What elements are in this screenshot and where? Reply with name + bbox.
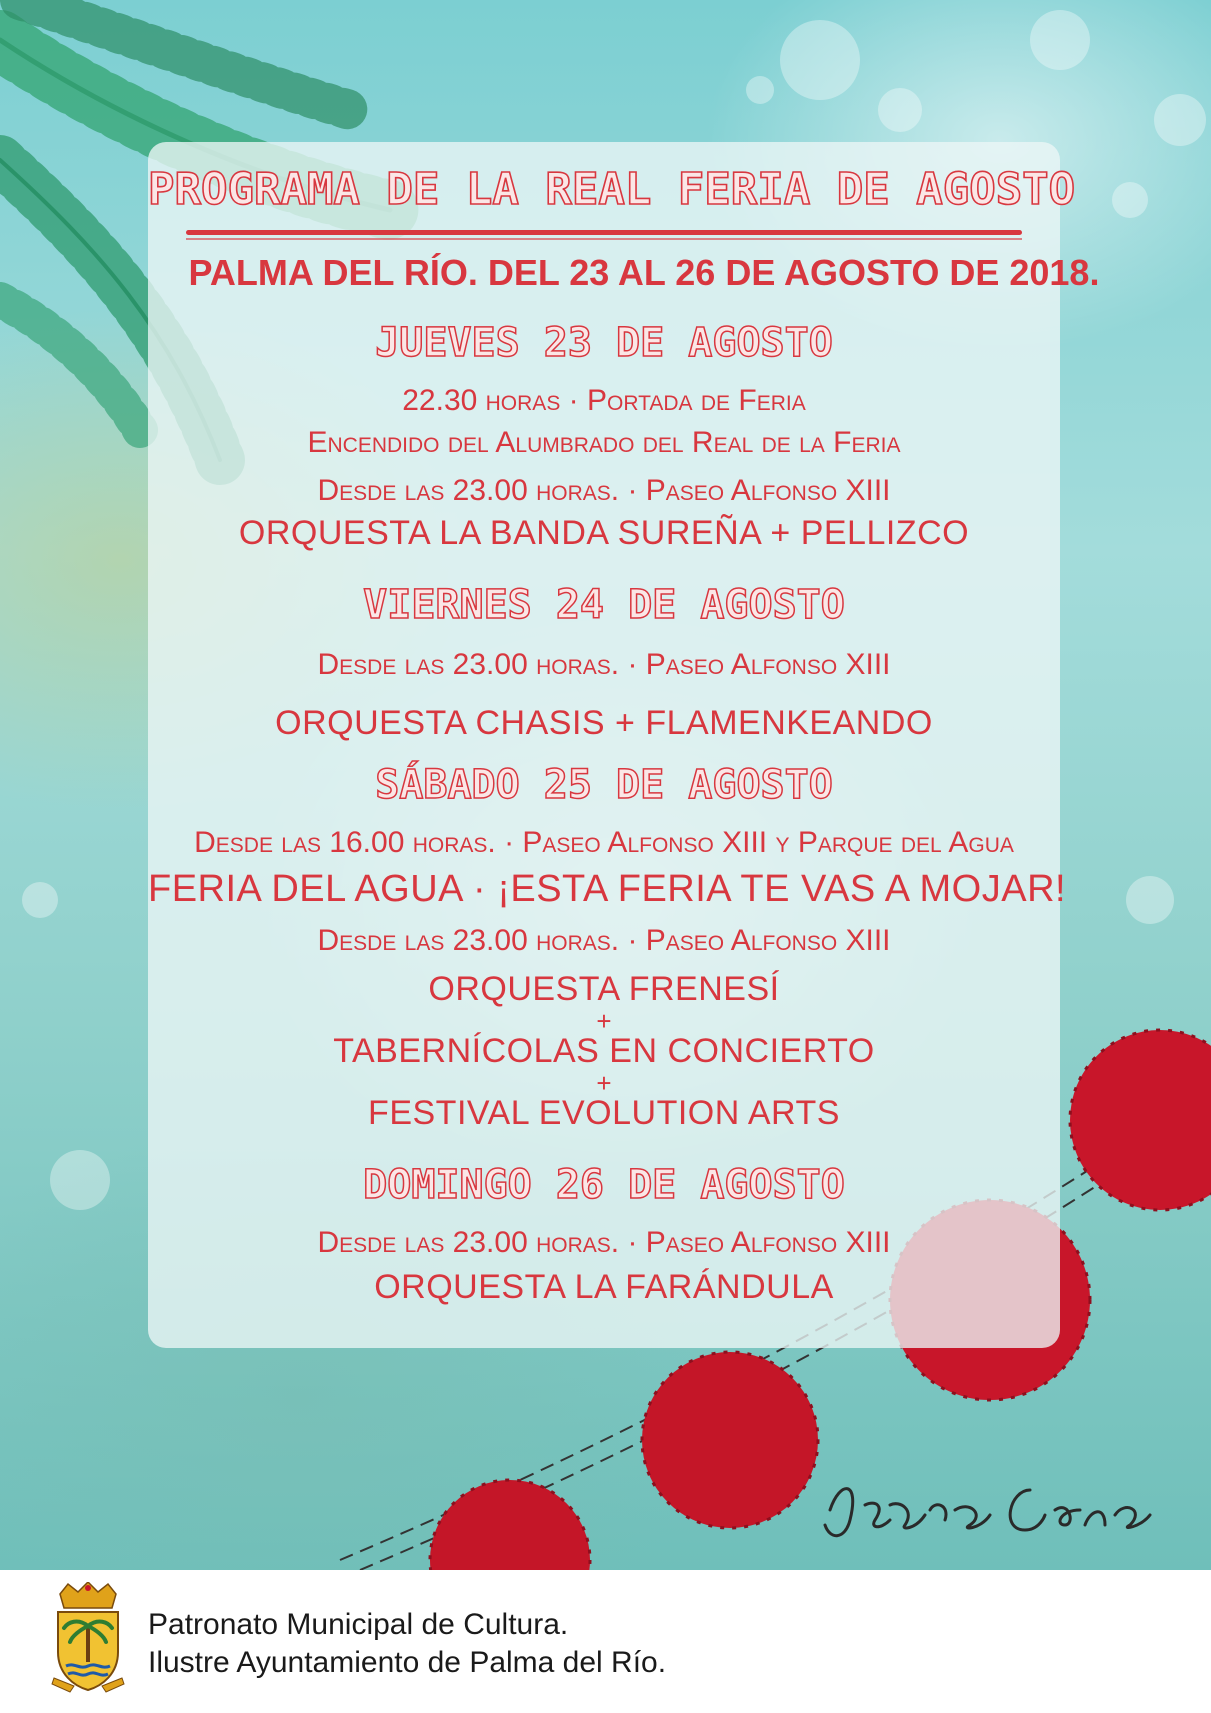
event-detail: Desde las 23.00 horas. · Paseo Alfonso XIII (317, 648, 891, 681)
event-act: FESTIVAL EVOLUTION ARTS (368, 1094, 840, 1132)
day-heading-domingo: DOMINGO 26 DE AGOSTO (363, 1162, 845, 1208)
event-act: ORQUESTA FRENESÍ (428, 970, 780, 1008)
plus-sign: + (596, 1068, 612, 1098)
footer (0, 1570, 1211, 1713)
event-act: ORQUESTA CHASIS + FLAMENKEANDO (275, 704, 933, 742)
day-heading-jueves: JUEVES 23 DE AGOSTO (375, 320, 833, 366)
plus-sign: + (596, 1006, 612, 1036)
footer-city-council: Ilustre Ayuntamiento de Palma del Río. (148, 1646, 667, 1679)
event-detail: Desde las 23.00 horas. · Paseo Alfonso XIII (317, 1226, 891, 1259)
footer-organization: Patronato Municipal de Cultura. (148, 1608, 569, 1641)
event-act: ORQUESTA LA BANDA SUREÑA + PELLIZCO (238, 514, 970, 552)
poster-title: PROGRAMA DE LA REAL FERIA DE AGOSTO (148, 164, 1076, 215)
event-detail: Desde las 16.00 horas. · Paseo Alfonso XIII y Parque del Agua (194, 826, 1014, 859)
day-heading-sabado: SÁBADO 25 DE AGOSTO (375, 762, 833, 808)
event-act: ORQUESTA LA FARÁNDULA (374, 1268, 834, 1306)
event-act: FERIA DEL AGUA · ¡ESTA FERIA TE VAS A MOJAR! (148, 868, 1067, 910)
program-panel (148, 142, 1100, 1348)
event-detail: Desde las 23.00 horas. · Paseo Alfonso XIII (317, 474, 891, 507)
title-underline (186, 230, 1022, 235)
artist-signature (820, 1470, 1180, 1550)
poster-subtitle: PALMA DEL RÍO. DEL 23 AL 26 DE AGOSTO DE 2018. (188, 252, 1100, 293)
event-detail: Desde las 23.00 horas. · Paseo Alfonso XIII (317, 924, 891, 957)
title-underline-thin (186, 238, 1022, 240)
day-heading-viernes: VIERNES 24 DE AGOSTO (363, 582, 845, 628)
municipal-crest-icon (50, 1582, 126, 1694)
event-detail: 22.30 horas · Portada de Feria (402, 384, 806, 417)
event-act: TABERNÍCOLAS EN CONCIERTO (333, 1032, 875, 1070)
event-detail: Encendido del Alumbrado del Real de la Feria (307, 426, 901, 459)
